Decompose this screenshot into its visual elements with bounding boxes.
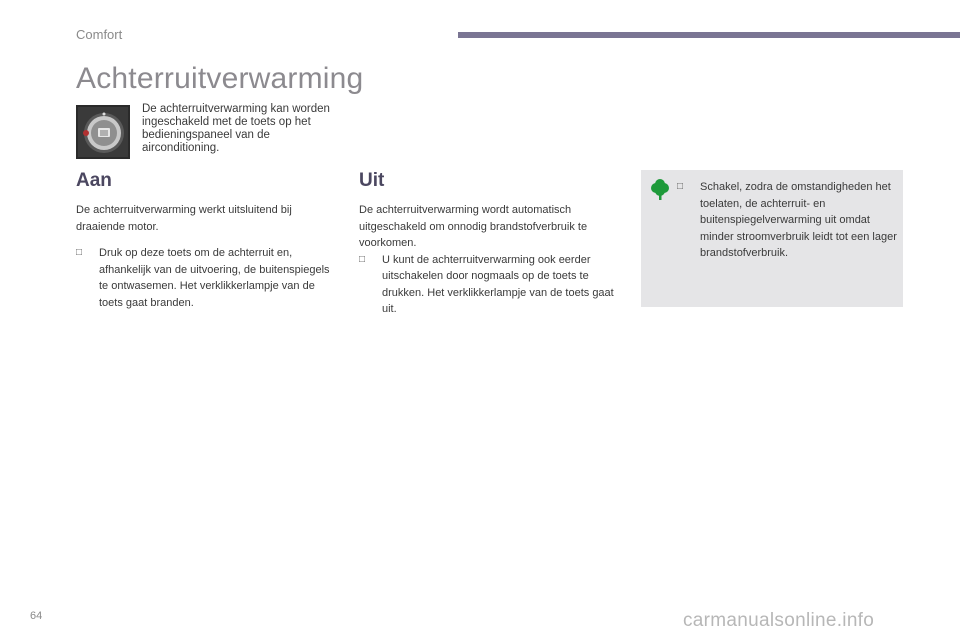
aan-bullet bbox=[76, 245, 331, 311]
uit-bullet-text: U kunt de achterruitverwarming ook eerder uitschakelen door nogmaals op de toets te drukken. Het verklikkerlampje van de toets gaat uit. bbox=[382, 253, 614, 315]
section-uit bbox=[359, 170, 621, 318]
heading-aan: Aan bbox=[76, 170, 112, 191]
aan-bullet-text: Druk op deze toets om de achterruit en, afhankelijk van de uitvoering, de buitenspiegels te ontwasemen. Het verklikkerlampje van de toets gaat branden. bbox=[99, 247, 330, 309]
aan-text: De achterruitverwarming werkt uitsluitend bij draaiende motor. bbox=[76, 204, 292, 233]
section-aan bbox=[76, 170, 331, 311]
uit-bullet bbox=[359, 252, 621, 318]
uit-text: De achterruitverwarming wordt automatisch uitgeschakeld om onnodig brandstofverbruik te voorkomen. bbox=[359, 204, 588, 249]
check-box-icon: □ bbox=[76, 247, 83, 258]
heading-uit: Uit bbox=[359, 170, 385, 191]
watermark: carmanualsonline.info bbox=[683, 610, 875, 631]
page-number: 64 bbox=[30, 610, 43, 622]
green-tree-icon bbox=[649, 179, 671, 201]
tip-text-content: Schakel, zodra de omstandigheden het toelaten, de achterruit- en buitenspiegelverwarming uit omdat minder stroomverbruik leidt tot een lager brandstofverbruik. bbox=[700, 181, 897, 259]
check-box-icon: □ bbox=[677, 181, 684, 192]
section-label: Comfort bbox=[76, 27, 123, 42]
tip-text bbox=[677, 179, 899, 262]
page-title: Achterruitverwarming bbox=[76, 62, 364, 95]
rear-defrost-control-image bbox=[76, 105, 130, 159]
eco-tip-box bbox=[641, 170, 903, 307]
check-box-icon: □ bbox=[359, 253, 366, 265]
control-knob-icon bbox=[76, 105, 130, 159]
header-bar bbox=[458, 32, 960, 38]
intro-text: De achterruitverwarming kan worden ingeschakeld met de toets op het bedieningspaneel van de airconditioning. bbox=[142, 103, 330, 154]
